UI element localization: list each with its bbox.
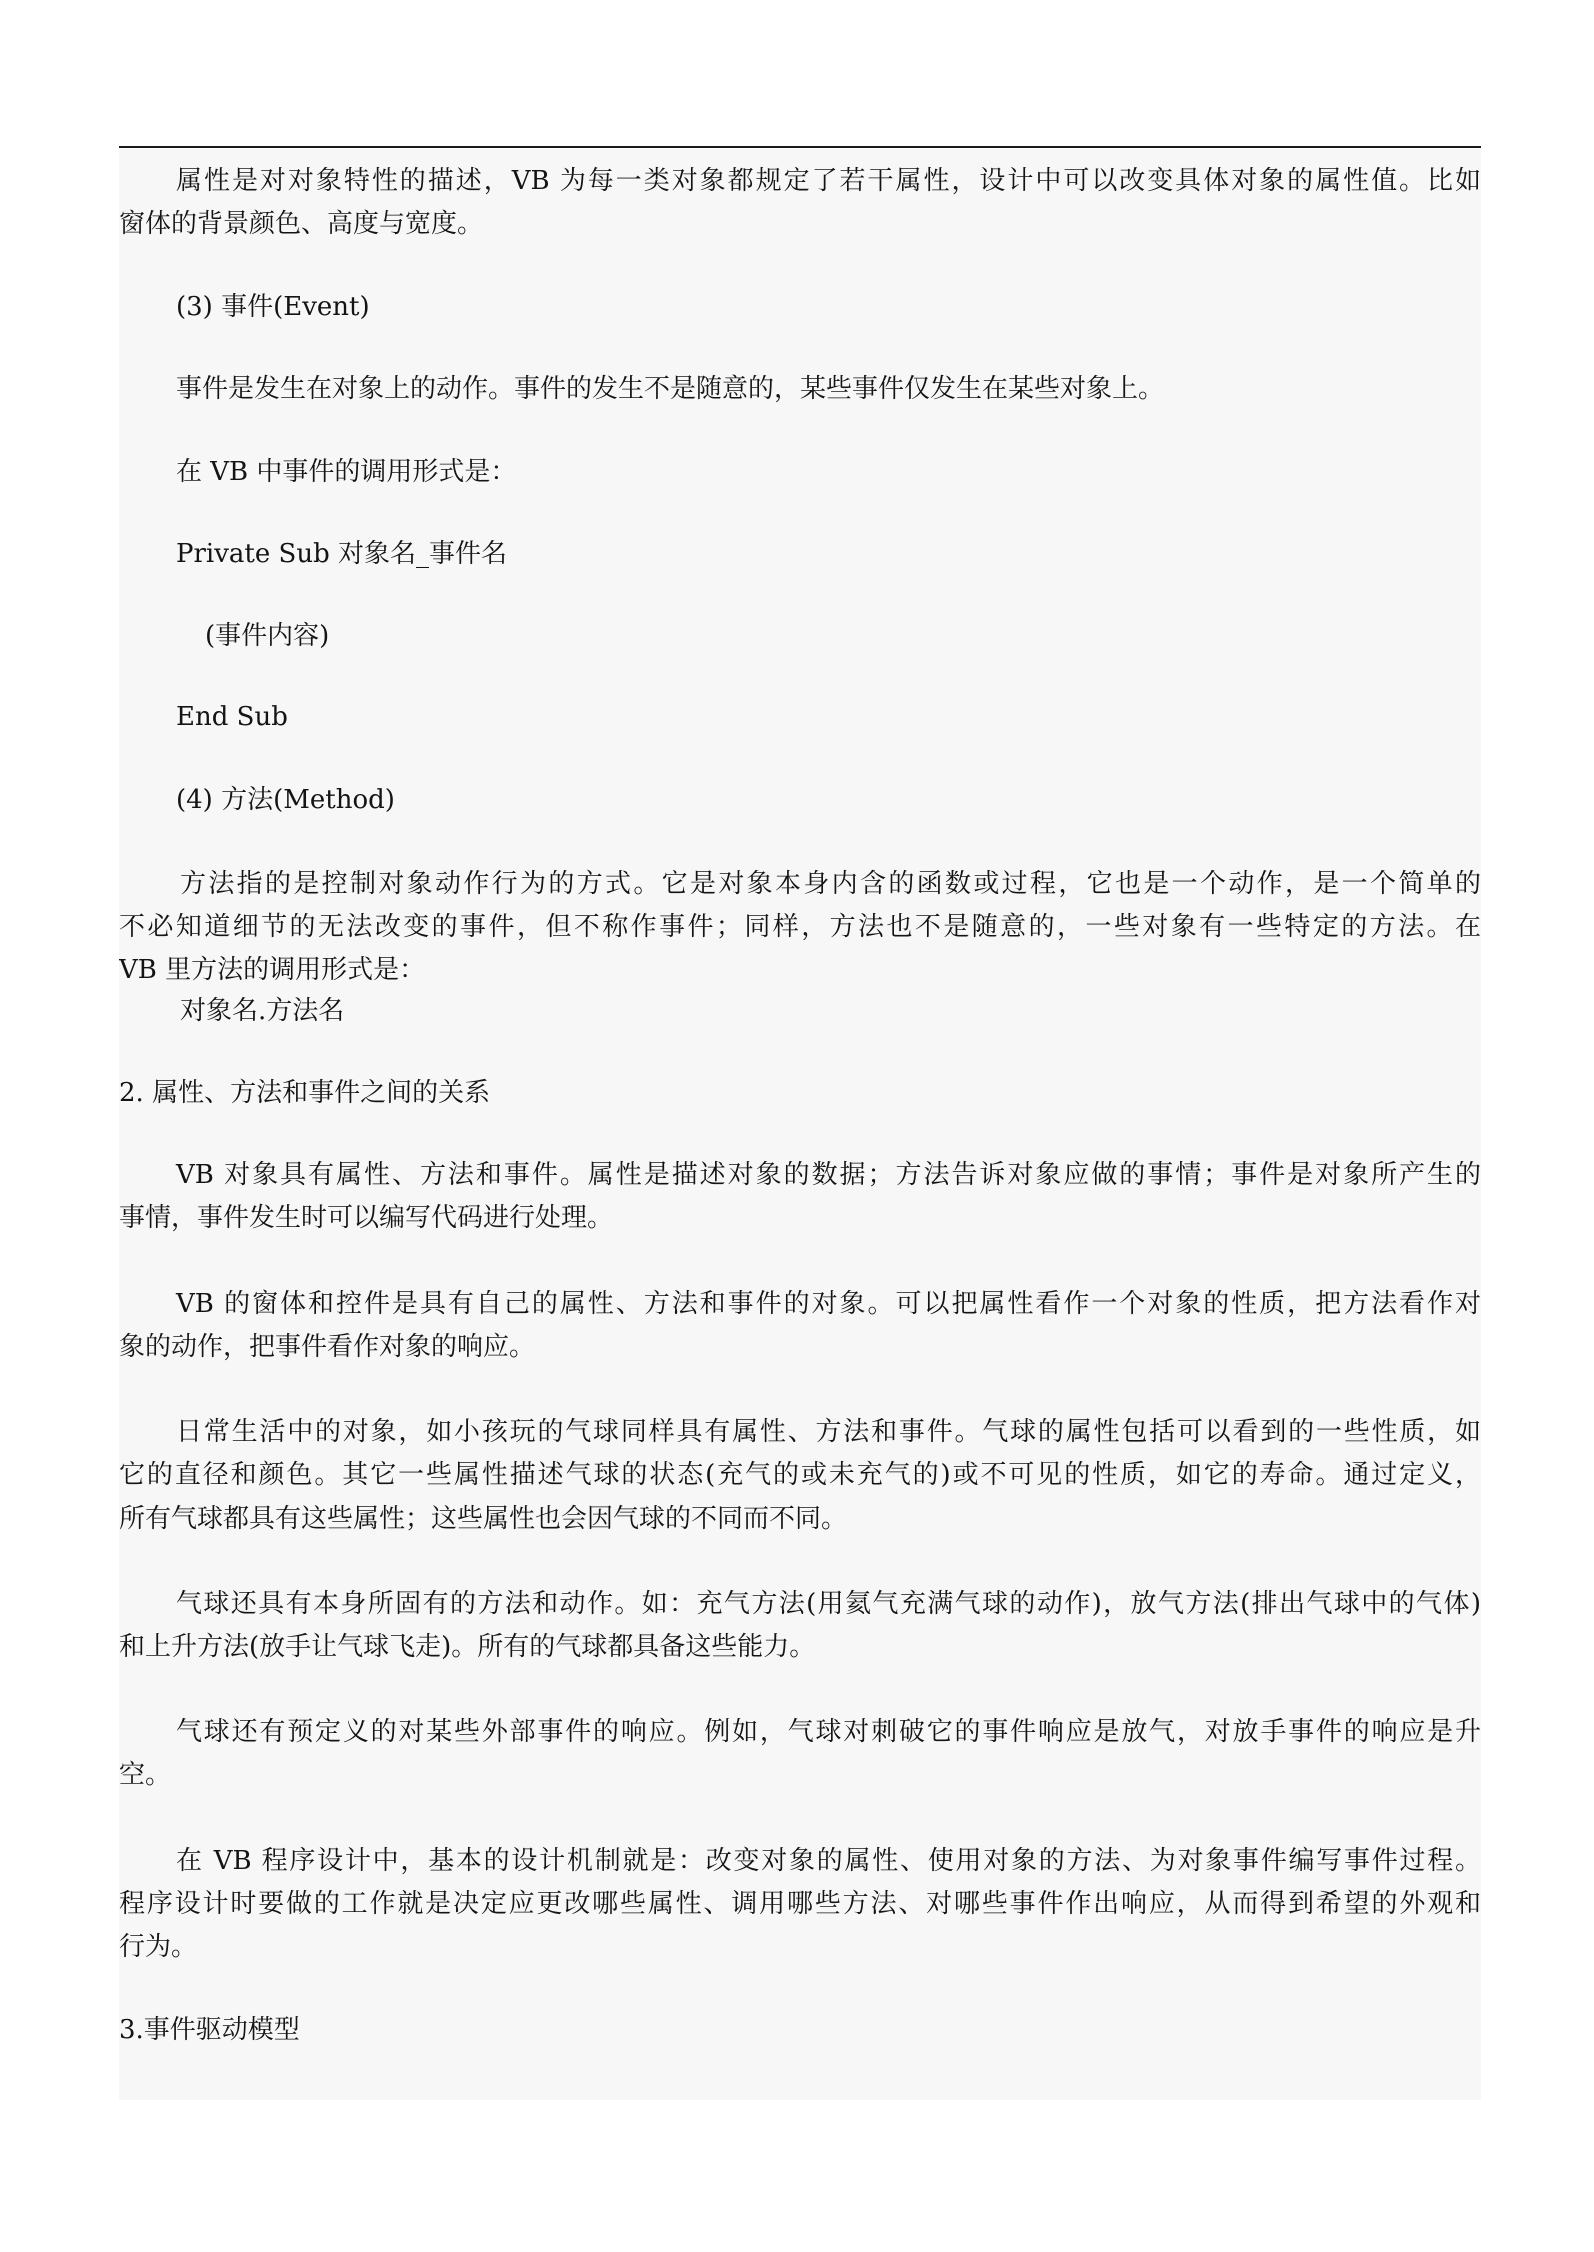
paragraph-balloon-events-line-1: 气球还有预定义的对某些外部事件的响应。例如，气球对刺破它的事件响应是放气，对放手事件的响应是升	[176, 1717, 1481, 1747]
paragraph-method-line-2: 不必知道细节的无法改变的事件，但不称作事件；同样，方法也不是随意的，一些对象有一些特定的方法。在	[119, 912, 1481, 942]
header-rule	[119, 146, 1481, 148]
code-sub-end: End Sub	[176, 702, 288, 732]
heading-event: (3) 事件(Event)	[176, 292, 370, 322]
paragraph-balloon-line-1: 日常生活中的对象，如小孩玩的气球同样具有属性、方法和事件。气球的属性包括可以看到的一些性质，如	[176, 1417, 1481, 1447]
paragraph-form-controls-line-2: 象的动作，把事件看作对象的响应。	[119, 1332, 536, 1362]
paragraph-balloon-events-line-2: 空。	[119, 1760, 172, 1790]
paragraph-properties-line-1: 属性是对对象特性的描述，VB 为每一类对象都规定了若干属性，设计中可以改变具体对象的属性值。比如	[176, 166, 1481, 196]
code-sub-header: Private Sub 对象名_事件名	[176, 539, 507, 569]
paragraph-vb-object-line-2: 事情，事件发生时可以编写代码进行处理。	[119, 1203, 614, 1233]
paragraph-properties-line-2: 窗体的背景颜色、高度与宽度。	[119, 209, 484, 239]
heading-relationship: 2. 属性、方法和事件之间的关系	[119, 1078, 491, 1108]
paragraph-method-line-3: VB 里方法的调用形式是：	[119, 955, 426, 985]
paragraph-balloon-line-3: 所有气球都具有这些属性；这些属性也会因气球的不同而不同。	[119, 1504, 848, 1534]
paragraph-vb-object-line-1: VB 对象具有属性、方法和事件。属性是描述对象的数据；方法告诉对象应做的事情；事件是对象所产生的	[176, 1160, 1481, 1190]
heading-event-driven-model: 3.事件驱动模型	[119, 2015, 300, 2045]
heading-method: (4) 方法(Method)	[176, 785, 395, 815]
code-method-syntax: 对象名.方法名	[180, 996, 345, 1026]
paragraph-event-syntax: 在 VB 中事件的调用形式是：	[176, 457, 517, 487]
paragraph-balloon-methods-line-2: 和上升方法(放手让气球飞走)。所有的气球都具备这些能力。	[119, 1632, 816, 1662]
code-sub-body: (事件内容)	[205, 621, 330, 651]
paragraph-balloon-line-2: 它的直径和颜色。其它一些属性描述气球的状态(充气的或未充气的)或不可见的性质，如它的寿命。通过定义，	[119, 1460, 1481, 1490]
paragraph-design-line-3: 行为。	[119, 1932, 198, 1962]
paragraph-balloon-methods-line-1: 气球还具有本身所固有的方法和动作。如：充气方法(用氦气充满气球的动作)，放气方法(排出气球中的气体)	[176, 1589, 1481, 1619]
page-content	[119, 149, 1481, 2100]
paragraph-method-line-1: 方法指的是控制对象动作行为的方式。它是对象本身内含的函数或过程，它也是一个动作，是一个简单的	[180, 869, 1481, 899]
paragraph-design-line-1: 在 VB 程序设计中，基本的设计机制就是：改变对象的属性、使用对象的方法、为对象事件编写事件过程。	[176, 1846, 1481, 1876]
paragraph-design-line-2: 程序设计时要做的工作就是决定应更改哪些属性、调用哪些方法、对哪些事件作出响应，从而得到希望的外观和	[119, 1889, 1481, 1919]
paragraph-event: 事件是发生在对象上的动作。事件的发生不是随意的，某些事件仅发生在某些对象上。	[176, 374, 1165, 404]
paragraph-form-controls-line-1: VB 的窗体和控件是具有自己的属性、方法和事件的对象。可以把属性看作一个对象的性质，把方法看作对	[176, 1289, 1481, 1319]
